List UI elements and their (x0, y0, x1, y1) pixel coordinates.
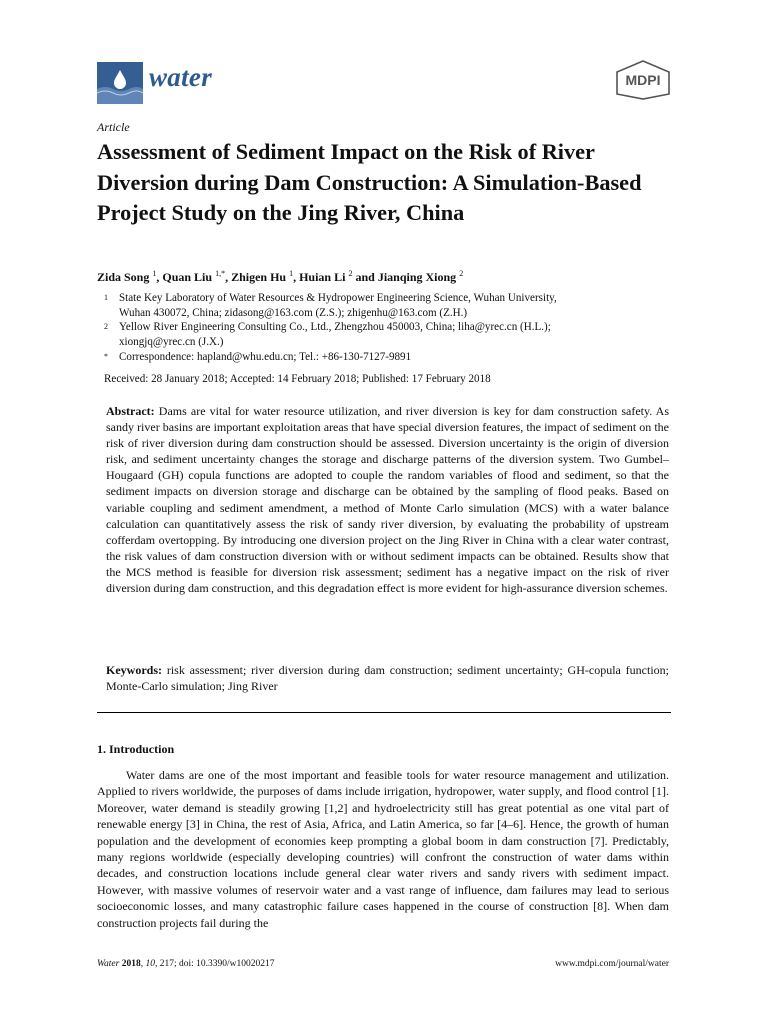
affiliation-text: xiongjq@yrec.cn (J.X.) (119, 336, 224, 348)
correspondence-text: Correspondence: hapland@whu.edu.cn; Tel.: +86-130-7127-9891 (119, 351, 412, 363)
footer-volume: 10 (145, 959, 155, 969)
footer-year: 2018 (121, 959, 141, 969)
mdpi-logo (614, 60, 672, 100)
author-list: Zida Song $^1$, Quan Liu $^{1,*}$, Zhigen Hu $^1$, Huian Li $^2$ and Jianqing Xiong $^2$ (97, 269, 464, 284)
affiliation-text: Yellow River Engineering Consulting Co., Ltd., Zhengzhou 450003, China; liha@yrec.cn (H.L.); (119, 321, 551, 333)
water-drop-icon (97, 62, 143, 104)
footer-journal: Water (97, 959, 120, 969)
article-title: Assessment of Sediment Impact on the Risk of River Diversion during Dam Construction: A Simulation-Based Project Study on the Jing River, China (97, 139, 642, 225)
author-affiliation-mark: 2 (459, 269, 464, 278)
journal-name: water (149, 62, 213, 92)
svg-text:MDPI: MDPI (625, 72, 661, 88)
abstract (106, 403, 669, 596)
section-body: Water dams are one of the most important and feasible tools for water resource management and utilization. Applied to rivers worldwide, the purposes of dams include irrigation, hydropower, water supply, and flood control [1]. Moreover, water demand is steadily growing [1,2] and hydroelectricity still has great potential as one vital part of renewable energy [3] in China, the rest of Asia, Africa, and Latin America, so far [4–6]. Hence, the growth of human population and the development of economies keep prompting a global boom in dam construction [7]. Predictably, many regions worldwide (especially developing countries) will confront the construction of water dams within decades, and construction locations include general clear water rivers and sandy rivers with sediment impact. However, with massive volumes of reservoir water and a vast range of influence, dam failures may lead to serious socioeconomic losses, and many catastrophic failure cases happened in the course of construction [8]. When dam construction projects fail during the (97, 768, 669, 930)
author-affiliation-mark: 1 (152, 269, 157, 278)
author-name: Zhigen Hu (231, 270, 287, 284)
footer-doi: , 217; doi: 10.3390/w10020217 (154, 959, 275, 969)
author-name: Huian Li (299, 270, 346, 284)
author-name: Jianqing Xiong (377, 270, 457, 284)
affiliation-text: Wuhan 430072, China; zidasong@163.com (Z.S.); zhigenhu@163.com (Z.H.) (119, 307, 468, 319)
author-affiliation-mark: 1,* (215, 269, 226, 278)
journal-url[interactable]: www.mdpi.com/journal/water (555, 959, 669, 969)
keywords (106, 662, 669, 694)
keywords-text: risk assessment; river diversion during dam construction; sediment uncertainty; GH-copula function; Monte-Carlo simulation; Jing River (106, 663, 669, 694)
author-name: Zida Song (97, 270, 150, 284)
divider (97, 712, 671, 713)
keywords-label: Keywords: (106, 663, 162, 677)
author-affiliation-mark: 1 (289, 269, 294, 278)
citation-footer: Water 2018, 10, 217; doi: 10.3390/w10020217 (97, 959, 275, 969)
affiliation-mark: * (104, 352, 108, 361)
affiliation-mark: 2 (104, 322, 108, 331)
article-type: Article (97, 120, 130, 134)
affiliation-mark: 1 (104, 293, 108, 302)
abstract-label: Abstract: (106, 404, 155, 418)
publication-dates: Received: 28 January 2018; Accepted: 14 February 2018; Published: 17 February 2018 (104, 373, 491, 385)
abstract-text: Dams are vital for water resource utilization, and river diversion is key for dam construction safety. As sandy river basins are important exploitation areas that have special diversion features, the impact of sediment on the risk of river diversion during dam construction should be assessed. Diversion uncertainty is the origin of diversion risk, and sediment uncertainty changes the storage and discharge patterns of the diversion system. Two Gumbel–Hougaard (GH) copula functions are adopted to couple the random variables of flood and sediment, so that the sediment impacts on diversion storage and discharge can be obtained by the sampling of flood peaks. Based on variable coupling and sediment amendment, a method of Monte Carlo simulation (MCS) with a water balance calculation can quantitatively assess the risk of sandy river diversion, by evaluating the probability of upstream cofferdam overtopping. By introducing one diversion project on the Jing River in China with a clear water contrast, the risk values of dam construction diversion with or without sediment impacts can be obtained. Results show that the MCS method is feasible for diversion risk assessment; sediment has a negative impact on the risk of river diversion during dam construction, and this degradation effect is more evident for high-assurance diversion schemes. (106, 404, 670, 596)
section-heading: 1. Introduction (97, 742, 175, 756)
author-name: Quan Liu (162, 270, 213, 284)
affiliation-text: State Key Laboratory of Water Resources & Hydropower Engineering Science, Wuhan University, (119, 292, 557, 304)
author-affiliation-mark: 2 (348, 269, 353, 278)
